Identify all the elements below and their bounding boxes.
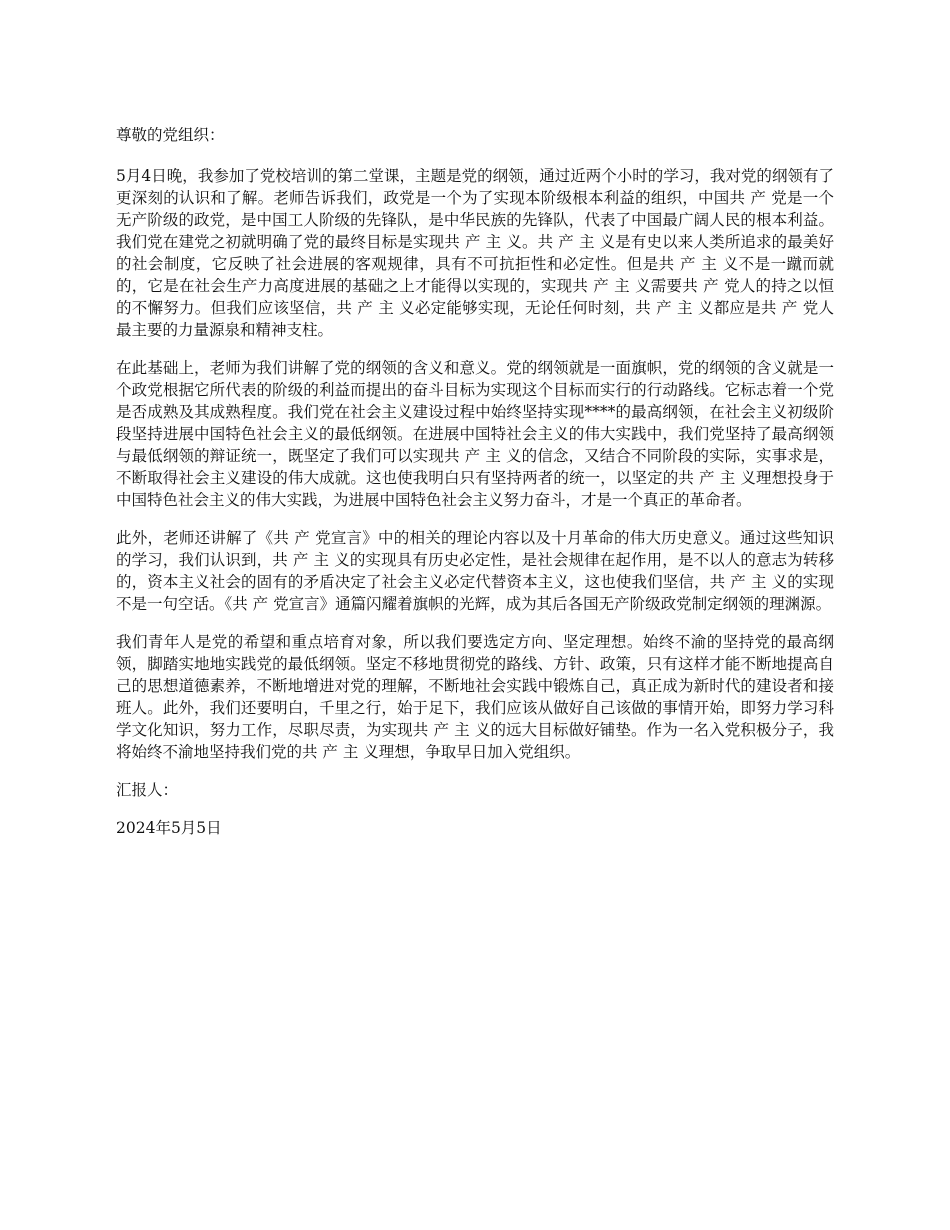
paragraph-3: 此外，老师还讲解了《共 产 党宣言》中的相关的理论内容以及十月革命的伟大历史意义。通过这些知识的学习，我们认识到，共 产 主 义的实现具有历史必定性，是社会规律在起作用，是不以人的意志为转移的，资本主义社会的固有的矛盾决定了社会主义必定代替资本主义，这也使我们坚信，共 产 主 义的实现不是一句空话。《共 产 党宣言》通篇闪耀着旗帜的光辉，成为其后各国无产阶级政党制定纲领的理渊源。 [116,529,834,613]
report-date: 2024年5月5日 [116,819,222,837]
paragraph-4: 我们青年人是党的希望和重点培育对象，所以我们要选定方向、坚定理想。始终不渝的坚持党的最高纲领，脚踏实地地实践党的最低纲领。坚定不移地贯彻党的路线、方针、政策，只有这样才能不断地提高自己的思想道德素养，不断地增进对党的理解，不断地社会实践中锻炼自己，真正成为新时代的建设者和接班人。此外，我们还要明白，千里之行，始于足下，我们应该从做好自己该做的事情开始，即努力学习科学文化知识，努力工作，尽职尽责，为实现共 产 主 义的远大目标做好铺垫。作为一名入党积极分子，我将始终不渝地坚持我们党的共 产 主 义理想，争取早日加入党组织。 [116,633,834,761]
paragraph-1: 5月4日晚，我参加了党校培训的第二堂课，主题是党的纲领，通过近两个小时的学习，我对党的纲领有了更深刻的认识和了解。老师告诉我们，政党是一个为了实现本阶级根本利益的组织，中国共 产 党是一个无产阶级的政党，是中国工人阶级的先锋队，是中华民族的先锋队，代表了中国最广阔人民的根本利益。我们党在建党之初就明确了党的最终目标是实现共 产 主 义。共 产 主 义是有史以来人类所追求的最美好的社会制度，它反映了社会进展的客观规律，具有不可抗拒性和必定性。但是共 产 主 义不是一蹴而就的，它是在社会生产力高度进展的基础之上才能得以实现的，实现共 产 主 义需要共 产 党人的持之以恒的不懈努力。但我们应该坚信，共 产 主 义必定能够实现，无论任何时刻，共 产 主 义都应是共 产 党人最主要的力量源泉和精神支柱。 [116,167,834,339]
paragraph-2: 在此基础上，老师为我们讲解了党的纲领的含义和意义。党的纲领就是一面旗帜，党的纲领的含义就是一个政党根据它所代表的阶级的利益而提出的奋斗目标为实现这个目标而实行的行动路线。它标志着一个党是否成熟及其成熟程度。我们党在社会主义建设过程中始终坚持实现****的最高纲领，在社会主义初级阶段坚持进展中国特色社会主义的最低纲领。在进展中国特社会主义的伟大实践中，我们党坚持了最高纲领与最低纲领的辩证统一，既坚定了我们可以实现共 产 主 义的信念，又结合不同阶段的实际，实事求是，不断取得社会主义建设的伟大成就。这也使我明白只有坚持两者的统一，以坚定的共 产 主 义理想投身于中国特色社会主义的伟大实践，为进展中国特色社会主义努力奋斗，才是一个真正的革命者。 [116,359,834,509]
signature-label: 汇报人： [116,781,179,799]
salutation: 尊敬的党组织： [116,126,225,144]
